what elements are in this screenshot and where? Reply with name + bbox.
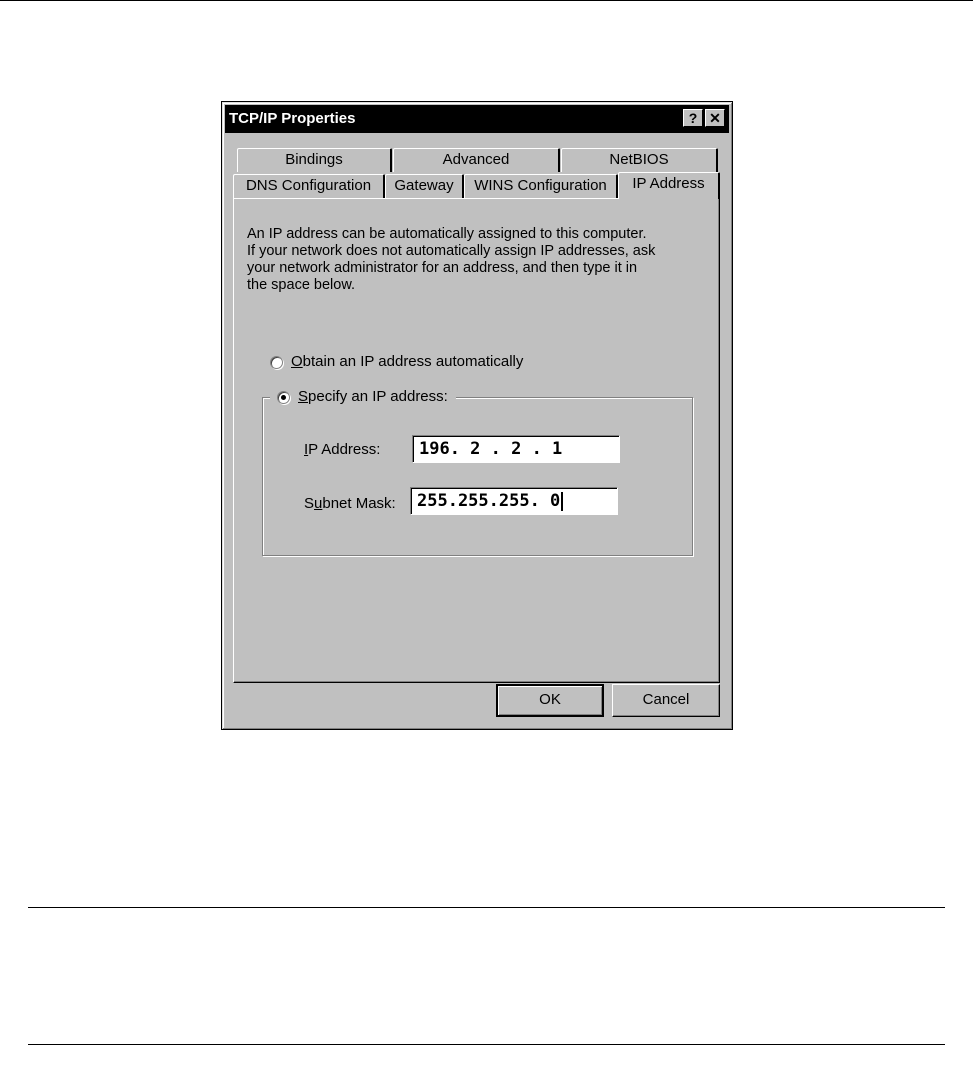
footer-rule-bottom (28, 1044, 945, 1045)
subnet-mask-label: Subnet Mask: (304, 495, 396, 512)
obtain-ip-auto-radio[interactable] (270, 356, 283, 369)
subnet-mask-field[interactable]: 255.255.255. 0 (410, 487, 618, 515)
tab-wins-configuration[interactable]: WINS Configuration (464, 174, 618, 198)
specify-ip-radio[interactable] (277, 391, 290, 404)
radio-selected-dot (281, 395, 286, 400)
ok-button[interactable]: OK (496, 684, 604, 717)
tab-dns-configuration[interactable]: DNS Configuration (233, 174, 385, 198)
ip-address-label: IP Address: (304, 441, 381, 458)
tab-ip-address[interactable]: IP Address (618, 172, 720, 199)
help-icon: ? (688, 110, 698, 126)
tcpip-properties-dialog (221, 101, 733, 730)
specify-ip-label[interactable]: Specify an IP address: (298, 388, 448, 405)
top-page-rule (0, 0, 973, 1)
ip-description-text: An IP address can be automatically assigned to this computer. If your network does not automatically assign IP addresses, ask your network administrator for an address, and then type it in the space below. (247, 226, 656, 293)
footer-rule-top (28, 907, 945, 908)
tab-advanced[interactable]: Advanced (393, 148, 560, 172)
specify-ip-groupbox (262, 397, 693, 556)
cancel-button[interactable]: Cancel (612, 684, 720, 717)
ip-address-field[interactable]: 196. 2 . 2 . 1 (412, 435, 620, 463)
tab-bindings[interactable]: Bindings (237, 148, 392, 172)
tab-gateway[interactable]: Gateway (385, 174, 464, 198)
text-caret (561, 492, 563, 511)
obtain-ip-auto-label[interactable]: Obtain an IP address automatically (291, 353, 524, 370)
tab-netbios[interactable]: NetBIOS (561, 148, 718, 172)
close-icon: ✕ (709, 110, 721, 126)
dialog-title: TCP/IP Properties (229, 110, 356, 127)
